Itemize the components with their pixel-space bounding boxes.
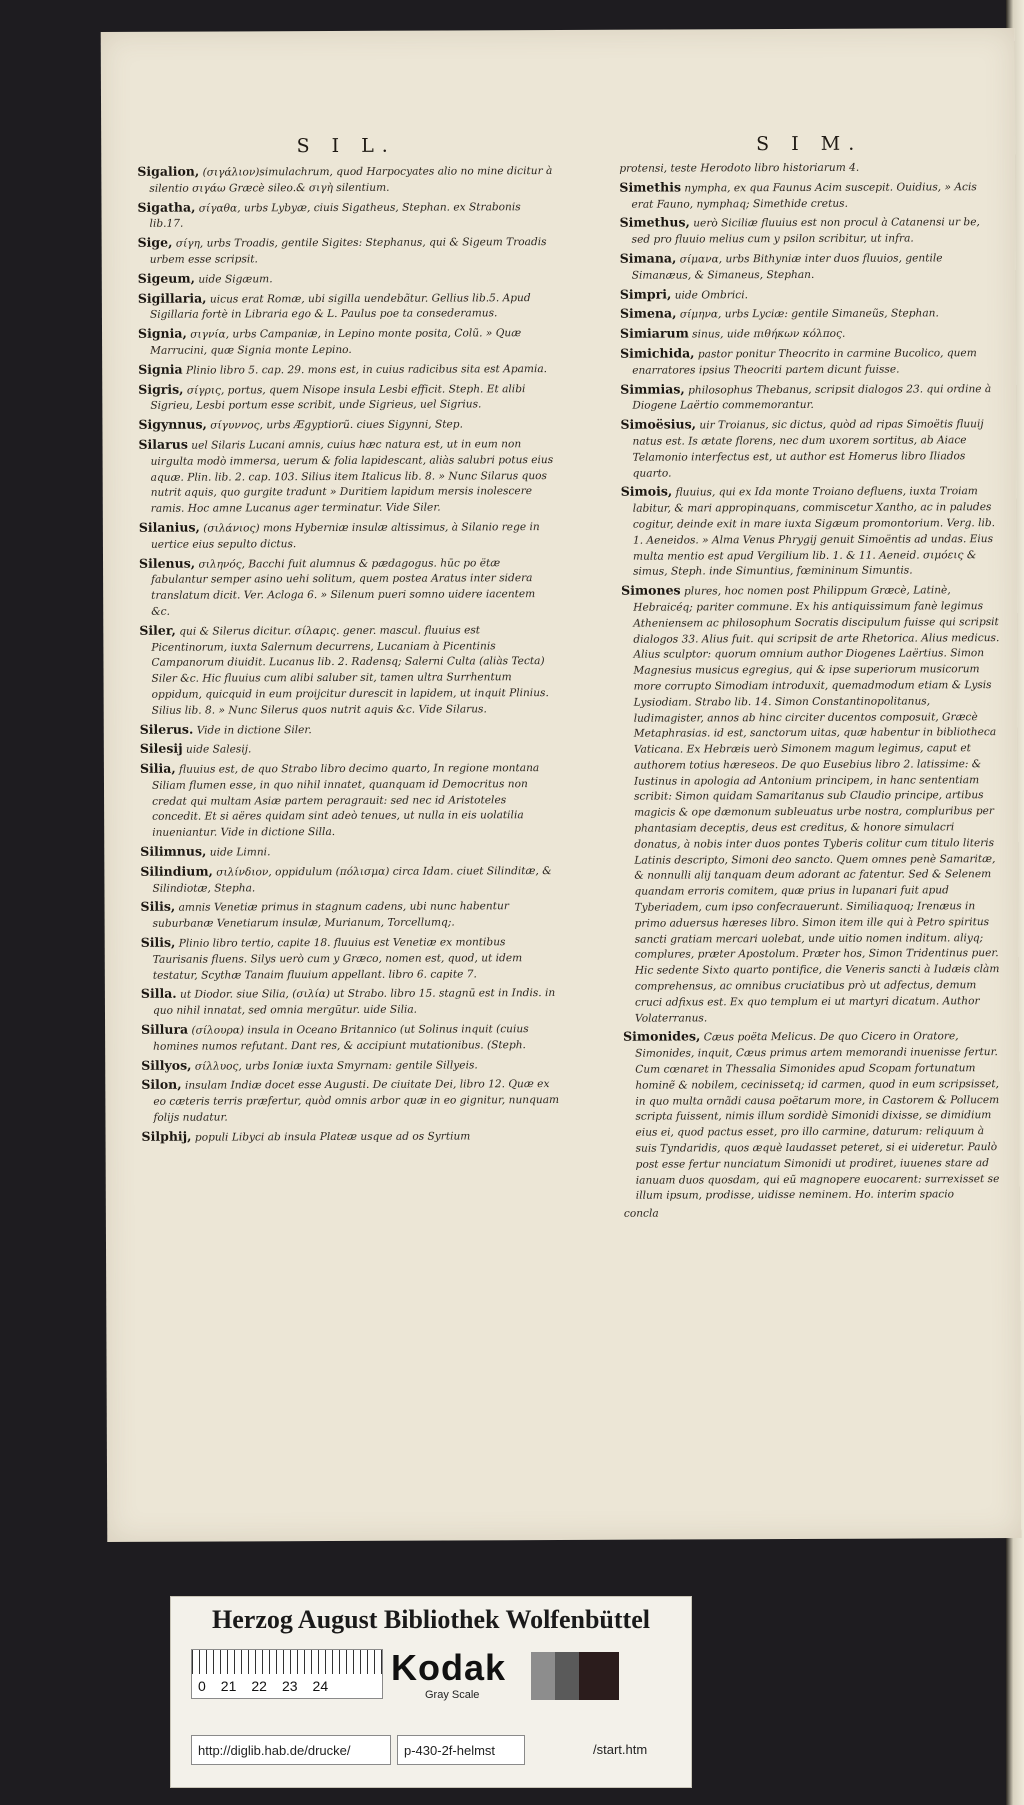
entry-headword: Silphij,	[141, 1128, 192, 1144]
entry-body: uicus erat Romæ, ubi sigilla uendebãtur. Gellius lib.5. Apud Sigillaria fortè in Libraria ego & L. Paulus poe ta consederamus.	[149, 291, 531, 322]
ruler-label: 21	[220, 1678, 237, 1694]
library-title: Herzog August Bibliothek Wolfenbüttel	[212, 1605, 650, 1634]
entry-headword: Siler,	[139, 622, 176, 638]
entry-headword: Simpri,	[619, 286, 672, 302]
entry-headword: Sigillaria,	[137, 290, 207, 306]
dictionary-entry	[141, 1075, 559, 1126]
entry-body: σιγνία, urbs Campaniæ, in Lepino monte posita, Colũ. » Quæ Marrucini, quæ Signia monte Lepino.	[150, 327, 522, 357]
entry-headword: Sige,	[137, 234, 173, 251]
entry-headword: Silenus,	[138, 555, 196, 571]
dictionary-entry	[138, 435, 556, 518]
entry-headword: Simiarum	[619, 325, 689, 341]
entry-headword: Simmias,	[620, 381, 685, 397]
dictionary-entry	[138, 360, 556, 380]
library-color-target	[170, 1596, 692, 1788]
entry-body: philosophus Thebanus, scripsit dialogos 23. qui ordine à Diogene Laërtio commemorantur.	[632, 382, 992, 413]
entry-body: uerò Siciliæ fluuius est non procul à Catanensi ur be, sed pro fluuio melius cum y psilon scribitur, ut infra.	[631, 216, 980, 246]
dictionary-entry	[620, 324, 1000, 343]
entry-body: uir Troianus, sic dictus, quòd ad ripas Simoëtis fluuij natus est. Is ætate florens, nec dum uxorem sortitus, ab Aiace Telamonio interfectus est, ut author est Homerus libro Iliados quarto.	[632, 418, 984, 480]
dictionary-entry	[620, 249, 1000, 284]
right-column	[619, 132, 1004, 1225]
entry-body: Plinio libro tertio, capite 18. fluuius est Venetiæ ex montibus Taurisanis fluens. Silys uerò cum y Græco, nomen est, quod, ut idem testatur, Scythæ Tanaim fluuium appellant. libro 6. capite 7.	[152, 936, 523, 982]
gray-patch-mid	[555, 1652, 579, 1700]
ruler-ticks	[192, 1650, 382, 1674]
ruler-label: 0	[198, 1678, 206, 1694]
dictionary-entry	[620, 415, 1000, 482]
entry-headword: Simois,	[620, 483, 673, 500]
entry-headword: Silia,	[139, 760, 176, 776]
dictionary-entry	[140, 862, 558, 897]
dictionary-entry	[139, 518, 557, 553]
dictionary-entry	[137, 162, 555, 197]
dictionary-entry	[140, 759, 558, 842]
entry-headword: Signia,	[137, 325, 187, 342]
entry-body: σίμηνα, urbs Lyciæ: gentile Simaneũs, Stephan.	[679, 307, 939, 321]
dictionary-entry	[137, 198, 555, 233]
running-head-left: S I L.	[296, 134, 396, 158]
entry-headword: Sillura	[141, 1021, 189, 1037]
dictionary-entry	[623, 1028, 1004, 1205]
dictionary-entry	[140, 739, 558, 759]
entry-headword: Simones	[621, 582, 681, 598]
entry-headword: Silindium,	[140, 863, 213, 879]
dictionary-entry	[140, 842, 558, 862]
entry-headword: Sillyos,	[141, 1057, 192, 1073]
gray-patch-dark	[579, 1652, 619, 1700]
entry-headword: Silimnus,	[140, 843, 207, 859]
dictionary-entry	[138, 415, 556, 435]
entry-headword: Silarus	[138, 436, 188, 452]
entry-body: fluuius est, de quo Strabo libro decimo quarto, In regione montana Siliam flumen esse, in quo nihil innatet, quanquam id Democritus non credat qui multam Asiæ partem peragrauit: sed nec id Aristoteles concedit. Et si aëres quidam sint adeò tenues, ut nulla in eis uolatilia inueniantur. Vide in dictione Silla.	[151, 762, 540, 840]
dictionary-entry	[138, 380, 556, 415]
entry-body: sinus, uide πιθήκων κόλπος.	[692, 327, 846, 341]
dictionary-entry	[141, 933, 559, 984]
dictionary-entry	[139, 621, 557, 720]
entry-headword: Silesij	[139, 740, 183, 757]
ruler-labels	[198, 1678, 388, 1694]
dictionary-entry	[620, 344, 1000, 379]
left-column	[137, 134, 559, 1148]
entry-headword: Silerus.	[139, 721, 194, 737]
entry-body: pastor ponitur Theocrito in carmine Bucolico, quem enarratores ipsius Theocriti partem dicunt fuisse.	[632, 347, 977, 377]
entry-body: σίγρις, portus, quem Nisope insula Lesbi efficit. Steph. Et alibi Sigrieu, Lesbi portum esse scribit, unde Sigrieus, uel Sigrius.	[150, 382, 526, 413]
entry-body: σίμανα, urbs Bithyniæ inter duos fluuios, gentile Simanæus, & Simaneus, Stephan.	[631, 252, 943, 282]
entry-headword: Simichida,	[620, 345, 695, 361]
entry-body: qui & Silerus dicitur. σίλαρις. gener. mascul. fluuius est Picentinorum, iuxta Salernum decurrens, Lucaniam à Picentinis Campanorum diuidit. Lucanus lib. 2. Radensq; Salerni Culta (aliàs Tecta) Siler &c. Hic fluuius cum alibi saluber sit, tamen ultra Surrhentum oppidum, quicquid in eum proijcitur durescit in lapidem, ut inquit Plinius. Silius lib. 8. » Nunc Silerus quos nutrit aquis &c. Vide Silarus.	[151, 624, 549, 717]
entry-headword: Sigynnus,	[138, 416, 207, 432]
dictionary-entry	[621, 581, 1003, 1027]
entry-headword: Signia	[138, 361, 183, 377]
dictionary-entry	[138, 233, 556, 268]
entry-body: concla	[623, 1207, 659, 1220]
ruler-label: 24	[312, 1678, 329, 1694]
entry-headword: Sigalion,	[137, 163, 200, 179]
entry-body: uide Limni.	[209, 846, 271, 859]
running-head-right: S I M.	[756, 132, 863, 156]
entry-body: plures, hoc nomen post Philippum Græcè, Latinè, Hebraicéq; pariter commune. Ex his antiquissimum fanè legimus Atheniensem ac philosophum Socratis discipulum fuisse qui scripsit dialogos 33. Alius fuit. qui scripsit de arte Rhetorica. Alius medicus. Alius sculptor: quorum omnium author Diogenes Laërtius. Simon Magnesius musicus egregius, qui & ipse superiorum musicorum more corrupto Simodiam introduxit, quemadmodum etiam & Lysis Lysiodiam. Strabo lib. 14. Simon Constantinopolitanus, ludimagister, annos ab hinc circiter ducentos composuit, Græcè Metaphrasias. id est, sanctorum uitas, quæ habentur in bibliotheca Vaticana. Ex Hebræis uerò Simonem magum legimus, caput et authorem totius hæreseos. De quo Eusebius libro 2. latissime: & Iustinus in apologia ad Antonium principem, in hanc sententiam scribit: Simon quidam Samaritanus sub Claudio principe, artibus magicis & ope dæmonum subleuatus urbe nostra, compluribus per phantasiam deceptis, deus est creditus, & honore simulacri donatus, à nobis inter duos pontes Tyberis colitur cum titulo literis Latinis descripto, Simoni deo sancto. Quem omnes penè Samaritæ, & nonnulli alij tanquam deum adorant ac fatentur. Sed & Selenem quandam erroris comitem, quæ prius in lupanari fuit apud Tyberiadem, cum ipso confecrauerunt. Similiaquoq; Irenæus in primo aduersus hæreses libro. Simon item ille qui à Petro spiritus sancti gratiam mercari uolebat, unde uitio nomen inditum. aliyq; complures, præter Apostolum. Præter hos, Simon Tridentinus puer. Hic sedente Sixto quarto pontifice, die Veneris sancti à Iudæis clàm comprehensus, ac omnibus cruciatibus prò ut adfectus, demum cruci adfixus est. Ex quo templum ei ut martyri dicatum. Author Volaterranus.	[633, 584, 1000, 1025]
entry-body: fluuius, qui ex Ida monte Troiano defluens, iuxta Troiam labitur, & mari appropinquans, commiscetur Xantho, ac in paludes cogitur, deinde exit in mare iuxta Sigæum promontorium. Verg. lib. 1. Aeneidos. » Alma Venus Phrygij genuit Simoëntis ad undas. Eius multa mentio est apud Vergilium lib. 1. & 11. Aeneid. σιμόεις & simus, Steph. inde Simuntius, fœmininum Simuntis.	[632, 485, 996, 579]
dictionary-entry	[138, 289, 556, 324]
start-label: /start.htm	[593, 1742, 648, 1757]
entry-body: σίλλυος, urbs Ioniæ iuxta Smyrnam: gentile Sillyeis.	[194, 1059, 478, 1073]
entry-body: insulam Indiæ docet esse Augusti. De ciuitate Dei, libro 12. Quæ ex eo cæteris terris præfertur, quòd omnis arbor quæ in eo gignitur, nunquam folijs nudatur.	[153, 1078, 560, 1124]
gray-patch-light	[531, 1652, 555, 1700]
entry-body: uel Silaris Lucani amnis, cuius hæc natura est, ut in eum non uirgulta modò immersa, uerum & folia lapidescant, aliàs salubri potus eius aquæ. Plin. lib. 2. cap. 103. Silius item Italicus lib. 8. » Nunc Silarus quos nutrit aquis, quo gurgite tradunt » Duritiem lapidum mersis inolescere ramis. Hoc amne Lucanus ager terminatur. Vide Siler.	[150, 438, 554, 515]
right-entry-list	[619, 160, 1004, 1223]
entry-headword: Simethis	[619, 179, 682, 195]
ruler-label: 22	[251, 1678, 267, 1694]
entry-body: populi Libyci ab insula Plateæ usque ad os Syrtium	[194, 1130, 471, 1144]
entry-headword: Silis,	[140, 934, 176, 950]
entry-headword: Sigatha,	[137, 199, 196, 215]
url-label: http://diglib.hab.de/drucke/	[191, 1735, 391, 1765]
entry-body: Plinio libro 5. cap. 29. mons est, in cuius radicibus sita est Apamia.	[185, 362, 548, 377]
entry-headword: Simena,	[619, 305, 677, 322]
entry-body: σίγαθα, urbs Lybyæ, ciuis Sigatheus, Stephan. ex Strabonis lib.17.	[149, 200, 521, 231]
entry-headword: Simoësius,	[620, 416, 697, 432]
entry-headword: Simana,	[619, 250, 677, 266]
entry-body: (σιγάλιον)simulachrum, quod Harpocyates alio no mine dicitur à silentio σιγάω Græcè sileo.& σιγὴ silentium.	[149, 165, 553, 195]
kodak-brand: Kodak	[391, 1647, 507, 1688]
entry-headword: Simonides,	[623, 1028, 701, 1045]
dictionary-entry	[141, 984, 559, 1019]
entry-body: Vide in dictione Siler.	[196, 723, 312, 737]
book-page	[101, 28, 1022, 1542]
dictionary-entry	[619, 160, 999, 177]
entry-body: (σίλουρα) insula in Oceano Britannico (ut Solinus inquit (cuius homines numos refutant. Dant res, & accipiunt mutationibus. (Steph.	[153, 1023, 529, 1053]
gray-scale-label: Gray Scale	[425, 1689, 480, 1701]
dictionary-entry	[140, 897, 558, 932]
dictionary-entry	[621, 482, 1001, 580]
ruler-label: 23	[281, 1678, 298, 1694]
dictionary-entry	[619, 178, 999, 213]
dictionary-entry	[138, 269, 556, 289]
entry-body: uide Sigæum.	[198, 273, 273, 286]
entry-body: ut Diodor. siue Silia, (σιλία) ut Strabo. libro 15. stagnū est in Indis. in quo nihil innatat, sed omnia mergūtur. uide Silia.	[152, 987, 556, 1018]
dictionary-entry	[624, 1205, 1004, 1222]
entry-headword: Silla.	[140, 986, 177, 1002]
entry-headword: Silon,	[141, 1077, 182, 1093]
dictionary-entry	[141, 1020, 559, 1055]
left-entry-list	[137, 162, 559, 1146]
entry-body: uide Salesij.	[185, 743, 252, 756]
entry-body: amnis Venetiæ primus in stagnum cadens, ubi nunc habentur suburbanæ Venetiarum insulæ, Murianum, Torcellumq;.	[152, 900, 509, 931]
dictionary-entry	[620, 285, 1000, 304]
entry-body: σιλίνδιον, oppidulum (πόλισμα) circa Idam. ciuet Silinditæ, & Silindiotæ, Stepha.	[152, 864, 552, 895]
entry-body: uide Ombrici.	[674, 288, 748, 302]
dictionary-entry	[141, 1127, 559, 1147]
shelfmark-label: p-430-2f-helmst	[397, 1735, 525, 1765]
ruler-scale	[191, 1649, 383, 1699]
entry-body: σίγυννος, urbs Ægyptiorũ. ciues Sigynni, Step.	[210, 418, 463, 432]
entry-headword: Sigeum,	[137, 270, 195, 286]
entry-headword: Silanius,	[138, 519, 200, 535]
dictionary-entry	[140, 720, 558, 740]
dictionary-entry	[620, 304, 1000, 323]
dictionary-entry	[138, 324, 556, 359]
dictionary-entry	[620, 380, 1000, 415]
dictionary-entry	[141, 1056, 559, 1076]
entry-body: Cæus poëta Melicus. De quo Cicero in Oratore, Simonides, inquit, Cæus primus artem memorandi inuenisse fertur. Cum cœnaret in Thessalia Simonides apud Scopam fortunatum hominẽ & nobilem, cecinissetq; id carmen, quod in eum scripsisset, in quo multa ornãdi causa poëtarum more, in Castorem & Pollucem scripta fuissent, nimis illum sordidè Simonidi dixisse, se dimidium eius ei, quod pactus esset, pro illo carmine, daturum: reliquum à suis Tyndaridis, quos æquè laudasset peteret, si ei uideretur. Paulò post esse fertur nunciatum Simonidi ut prodiret, iuuenes stare ad ianuam duos quosdam, qui eũ magnopere euocarent: surrexisset se illum ipsum, prodisse, uidisse neminem. Ho. interim spacio	[635, 1030, 1000, 1203]
dictionary-entry	[139, 554, 557, 621]
dictionary-entry	[620, 213, 1000, 248]
entry-body: σιληνός, Bacchi fuit alumnus & pædagogus. hūc po ëtæ fabulantur semper asino uehi solitum, quem postea Aratus inter sidera translatum dicit. Ver. Acloga 6. » Silenum pueri somno uidere iacentem &c.	[151, 556, 536, 618]
entry-headword: Sigris,	[138, 381, 184, 397]
entry-headword: Simethus,	[619, 214, 690, 231]
kodak-logo	[391, 1647, 521, 1701]
entry-body: (σιλάνιος) mons Hyberniæ insulæ altissimus, à Silanio rege in uertice eius sepulto dictus.	[150, 521, 540, 551]
entry-headword: Silis,	[140, 899, 176, 915]
entry-body: nympha, ex qua Faunus Acim suscepit. Ouidius, » Acis erat Fauno, nymphaq; Simethide cretus.	[631, 180, 977, 211]
entry-body: σίγη, urbs Troadis, gentile Sigites: Stephanus, qui & Sigeum Troadis urbem esse scripsit.	[149, 236, 547, 266]
entry-body: protensi, teste Herodoto libro historiarum 4.	[619, 161, 860, 175]
